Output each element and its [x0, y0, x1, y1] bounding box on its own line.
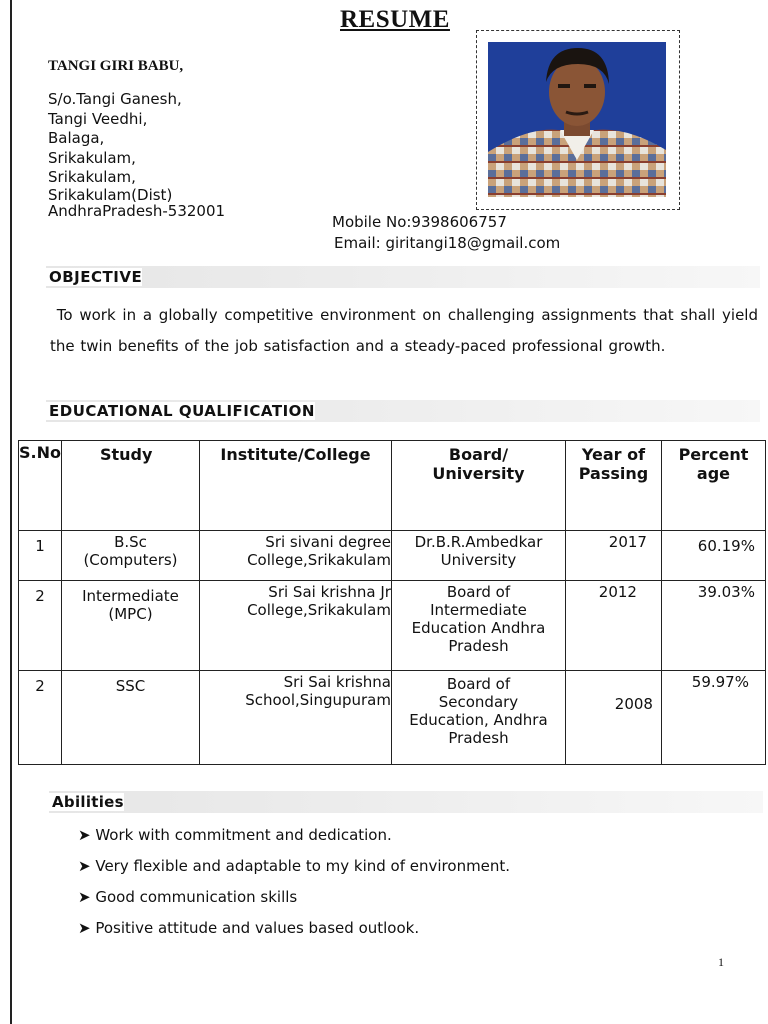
candidate-name: TANGI GIRI BABU,: [48, 58, 184, 74]
email-address: Email: giritangi18@gmail.com: [334, 234, 561, 252]
col-header-percent: Percent age: [661, 441, 765, 531]
table-row: [19, 671, 766, 765]
list-item: ➤ Very flexible and adaptable to my kind of environment.: [78, 857, 511, 875]
objective-paragraph: To work in a globally competitive environment on challenging assignments that shall yield the twin benefits of the job satisfaction and a steady-paced professional growth.: [50, 306, 759, 355]
cell-sno: 2: [19, 671, 62, 765]
cell-study: B.Sc (Computers): [61, 531, 199, 581]
objective-heading: [46, 266, 760, 288]
arrow-bullet-icon: ➤: [78, 826, 91, 844]
cell-percent: 59.97%: [661, 671, 765, 765]
cell-percent: 60.19%: [661, 531, 765, 581]
table-row: [19, 531, 766, 581]
education-heading: [46, 400, 760, 422]
cell-board: Board of Secondary Education, Andhra Pradesh: [391, 671, 565, 765]
list-item: ➤ Work with commitment and dedication.: [78, 826, 392, 844]
education-table: [18, 440, 766, 765]
resume-title: RESUME: [340, 6, 450, 33]
address-line: Srikakulam,: [48, 148, 136, 167]
list-item: ➤ Good communication skills: [78, 888, 298, 906]
address-line: Srikakulam(Dist): [48, 185, 173, 204]
arrow-bullet-icon: ➤: [78, 857, 91, 875]
address-line: Balaga,: [48, 129, 105, 147]
list-item: ➤ Positive attitude and values based outlook.: [78, 919, 420, 937]
address-line: Tangi Veedhi,: [48, 109, 148, 128]
cell-year: 2012: [565, 581, 661, 671]
address-line: S/o.Tangi Ganesh,: [48, 90, 182, 108]
abilities-heading-text: Abilities: [49, 793, 124, 811]
education-heading-text: EDUCATIONAL QUALIFICATION: [46, 402, 315, 420]
cell-board: Board of Intermediate Education Andhra Pradesh: [391, 581, 565, 671]
col-header-sno: S.No: [19, 441, 62, 531]
col-header-year: Year of Passing: [565, 441, 661, 531]
col-header-board: Board/ University: [391, 441, 565, 531]
table-header-row: [19, 441, 766, 531]
cell-percent: 39.03%: [661, 581, 765, 671]
objective-text: [50, 300, 758, 362]
page-number: 1: [718, 955, 724, 969]
cell-year: 2017: [565, 531, 661, 581]
arrow-bullet-icon: ➤: [78, 888, 91, 906]
col-header-institute: Institute/College: [199, 441, 391, 531]
address-line: Srikakulam,: [48, 168, 136, 186]
table-row: [19, 581, 766, 671]
cell-institute: Sri sivani degree College,Srikakulam: [199, 531, 391, 581]
col-header-study: Study: [61, 441, 199, 531]
objective-heading-text: OBJECTIVE: [46, 268, 142, 286]
mobile-number: Mobile No:9398606757: [332, 213, 507, 231]
cell-board: Dr.B.R.Ambedkar University: [391, 531, 565, 581]
address-block: [48, 90, 225, 220]
address-line: AndhraPradesh-532001: [48, 201, 226, 220]
abilities-heading: [49, 791, 763, 813]
arrow-bullet-icon: ➤: [78, 919, 91, 937]
cell-study: Intermediate (MPC): [61, 581, 199, 671]
profile-photo: [488, 42, 666, 197]
cell-year: 2008: [565, 671, 661, 765]
cell-sno: 2: [19, 581, 62, 671]
page-left-border: [10, 0, 12, 1024]
cell-institute: Sri Sai krishna Jr College,Srikakulam: [199, 581, 391, 671]
abilities-list: [78, 820, 510, 944]
cell-study: SSC: [61, 671, 199, 765]
cell-sno: 1: [19, 531, 62, 581]
cell-institute: Sri Sai krishna School,Singupuram: [199, 671, 391, 765]
